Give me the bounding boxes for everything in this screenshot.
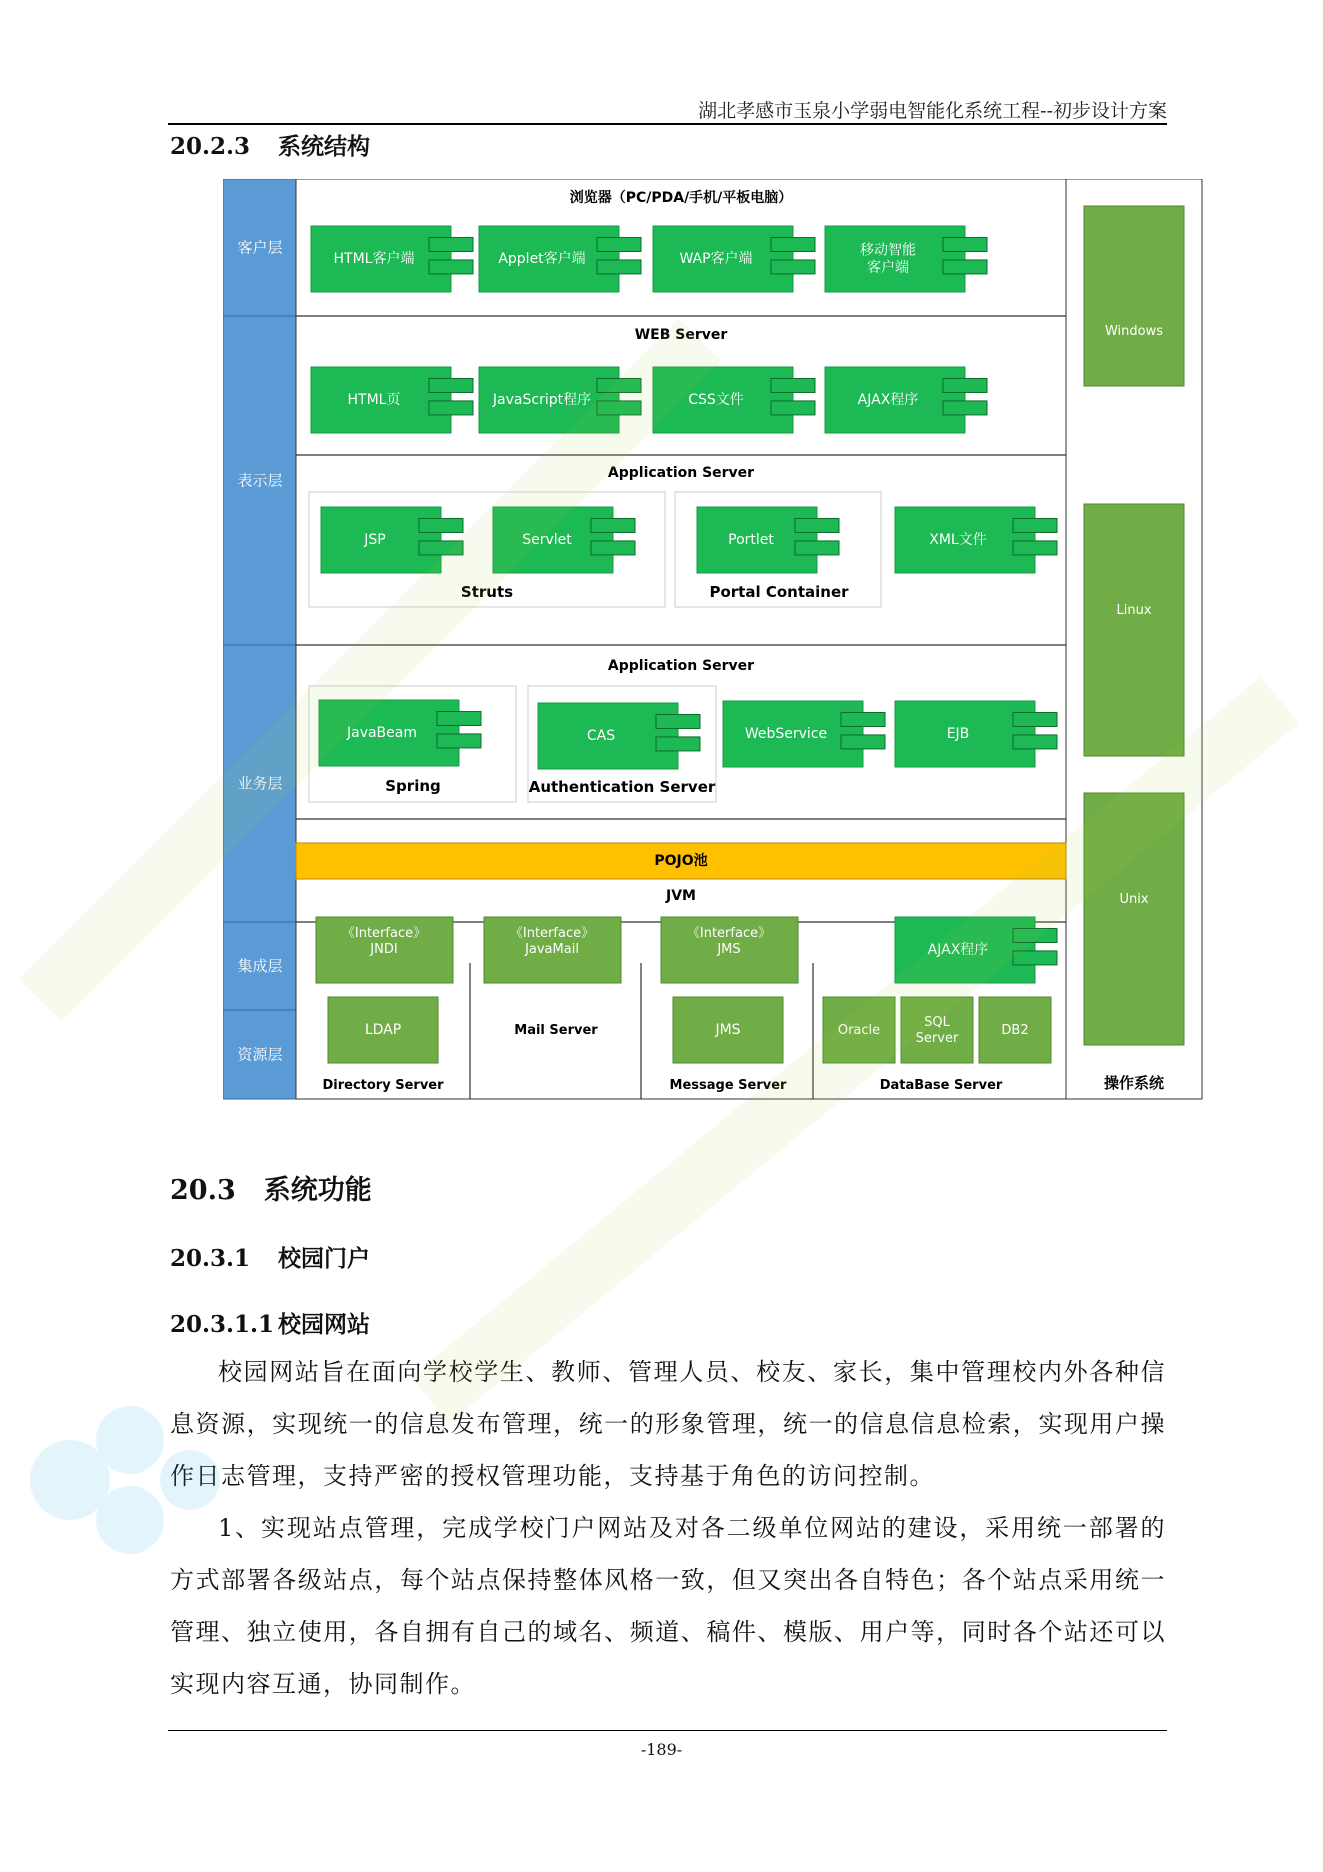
web-component — [653, 367, 815, 433]
diagram-label: Servlet — [522, 532, 572, 548]
component-port-icon — [597, 401, 641, 415]
auth-label: Authentication Server — [528, 777, 716, 796]
mail-server-label: Mail Server — [514, 1022, 598, 1038]
component-port-icon — [1013, 735, 1057, 749]
diagram-label: Portlet — [728, 532, 774, 548]
ldap-label: LDAP — [364, 1022, 402, 1038]
diagram-label: 移动智能客户端 — [860, 242, 916, 276]
web-component — [479, 367, 641, 433]
component-port-icon — [795, 518, 839, 532]
jms-label: JMS — [715, 1022, 741, 1038]
diagram-label: CAS — [586, 728, 616, 744]
layer-label: 客户层 — [237, 238, 283, 256]
ejb-component — [895, 701, 1057, 767]
section-number: 20.3 — [170, 1175, 236, 1206]
component-port-icon — [1013, 712, 1057, 726]
database-label: DB2 — [1001, 1022, 1029, 1038]
section-title: 系统功能 — [263, 1175, 372, 1206]
os-label: Unix — [1119, 891, 1149, 907]
layer-label: 资源层 — [237, 1045, 283, 1063]
diagram-label: WebService — [744, 726, 828, 742]
section-title: 系统结构 — [278, 133, 371, 160]
component-port-icon — [943, 401, 987, 415]
web-component — [825, 367, 987, 433]
diagram-label: XML文件 — [929, 532, 987, 548]
diagram-label: HTML页 — [347, 392, 401, 408]
component-port-icon — [656, 714, 700, 728]
component-port-icon — [437, 711, 481, 725]
diagram-label: AJAX程序 — [857, 392, 919, 408]
database-server-label: DataBase Server — [879, 1077, 1003, 1093]
component-port-icon — [429, 378, 473, 392]
interface-label: 《Interface》 JNDI — [341, 925, 427, 957]
diagram-label: EJB — [946, 726, 970, 742]
component-port-icon — [795, 541, 839, 555]
webservice-component — [723, 701, 885, 767]
footer-rule — [168, 1730, 1167, 1731]
page-number: -189- — [640, 1740, 683, 1759]
paragraph: 1、实现站点管理，完成学校门户网站及对各二级单位网站的建设，采用统一部署的方式部署各级站点，每个站点保持整体风格一致，但又突出各自特色；各个站点采用统一管理、独立使用，各自拥有自己的域名、频道、稿件、模版、用户等，同时各个站还可以实现内容互通，协同制作。 — [170, 1514, 1166, 1698]
component-port-icon — [841, 735, 885, 749]
component-port-icon — [429, 260, 473, 274]
pojo-label: POJO池 — [654, 853, 708, 869]
xml-component — [895, 507, 1057, 573]
diagram-label: AJAX程序 — [927, 942, 989, 958]
layer-label: 业务层 — [237, 774, 283, 792]
diagram-label: Applet客户端 — [498, 251, 586, 267]
portal-label: Portal Container — [709, 582, 849, 601]
spring-label: Spring — [385, 776, 441, 795]
diagram-label: HTML客户端 — [333, 251, 415, 267]
running-header: 湖北孝感市玉泉小学弱电智能化系统工程--初步设计方案 — [698, 100, 1167, 122]
client-component — [653, 226, 815, 292]
component-port-icon — [1013, 928, 1057, 942]
component-port-icon — [419, 541, 463, 555]
diagram-label: JSP — [364, 532, 386, 548]
interface-label: 《Interface》 JavaMail — [509, 925, 595, 957]
os-label: Windows — [1104, 323, 1164, 339]
diagram-label: JavaScript程序 — [492, 392, 592, 408]
component-port-icon — [1013, 541, 1057, 555]
component-port-icon — [1013, 518, 1057, 532]
layer-label: 集成层 — [237, 956, 283, 975]
os-title: 操作系统 — [1103, 1073, 1165, 1092]
system-architecture-diagram — [223, 179, 1203, 1100]
component-port-icon — [771, 378, 815, 392]
component-port-icon — [943, 260, 987, 274]
architecture-svg — [223, 179, 1203, 1100]
os-box — [1084, 504, 1184, 756]
app-server-title: Application Server — [607, 658, 755, 674]
component-port-icon — [429, 401, 473, 415]
struts-label: Struts — [460, 582, 514, 601]
component-port-icon — [943, 237, 987, 251]
component-port-icon — [419, 518, 463, 532]
section-20-3-1-1-heading — [170, 1306, 370, 1339]
section-title: 校园网站 — [278, 1311, 371, 1338]
client-component — [479, 226, 641, 292]
component-port-icon — [429, 237, 473, 251]
component-port-icon — [437, 734, 481, 748]
jvm-title: JVM — [666, 888, 696, 904]
diagram-label: CSS文件 — [688, 392, 744, 408]
section-number: 20.3.1.1 — [170, 1311, 275, 1338]
diagram-label: JavaBeam — [346, 725, 418, 741]
os-label: Linux — [1116, 602, 1152, 618]
component-port-icon — [943, 378, 987, 392]
client-component — [311, 226, 473, 292]
section-20-3-1-heading — [170, 1240, 370, 1273]
os-box — [1084, 793, 1184, 1045]
component-port-icon — [771, 401, 815, 415]
section-number: 20.2.3 — [170, 133, 251, 160]
database-label: Oracle — [837, 1022, 881, 1038]
component-port-icon — [1013, 951, 1057, 965]
component-port-icon — [771, 237, 815, 251]
component-port-icon — [771, 260, 815, 274]
browser-title: 浏览器（PC/PDA/手机/平板电脑） — [569, 190, 793, 206]
component-port-icon — [591, 518, 635, 532]
ajax-component — [895, 917, 1057, 983]
database-label: SQL Server — [915, 1014, 959, 1046]
section-number: 20.3.1 — [170, 1245, 251, 1272]
section-20-3-heading — [170, 1168, 372, 1207]
os-box — [1084, 206, 1184, 386]
component-port-icon — [597, 260, 641, 274]
cas-component — [538, 703, 700, 769]
section-20-2-3-heading — [170, 128, 370, 161]
interface-label: 《Interface》 JMS — [686, 925, 772, 957]
layer-label: 表示层 — [237, 471, 283, 489]
component-port-icon — [656, 737, 700, 751]
component-port-icon — [591, 541, 635, 555]
directory-server-label: Directory Server — [322, 1077, 444, 1093]
web-server-title: WEB Server — [634, 327, 728, 343]
diagram-label: WAP客户端 — [679, 251, 753, 267]
message-server-label: Message Server — [669, 1077, 787, 1093]
component-port-icon — [597, 378, 641, 392]
component-port-icon — [597, 237, 641, 251]
client-component — [825, 226, 987, 292]
component-port-icon — [841, 712, 885, 726]
paragraph: 校园网站旨在面向学校学生、教师、管理人员、校友、家长，集中管理校内外各种信息资源，实现统一的信息发布管理，统一的形象管理，统一的信息信息检索，实现用户操作日志管理，支持严密的授权管理功能，支持基于角色的访问控制。 — [170, 1358, 1166, 1490]
header-rule — [168, 123, 1167, 125]
app-server-title: Application Server — [607, 465, 755, 481]
section-title: 校园门户 — [278, 1245, 371, 1272]
web-component — [311, 367, 473, 433]
javabeam-component — [319, 700, 481, 766]
